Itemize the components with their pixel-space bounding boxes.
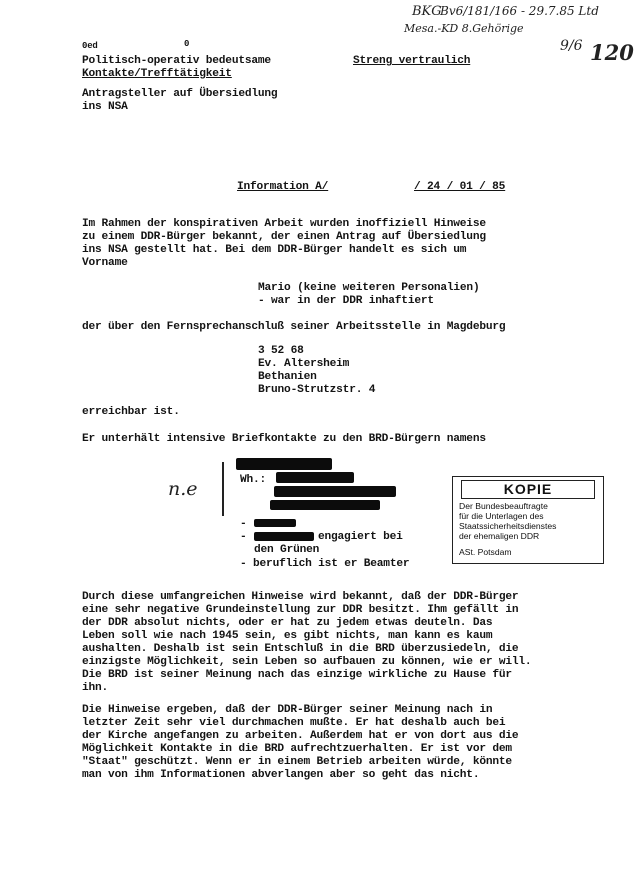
address-line: Bethanien xyxy=(258,371,317,383)
redaction-bar xyxy=(274,486,396,497)
paragraph-line: einzigste Möglichkeit, sein Leben so aufbauen zu können, wie er will. xyxy=(82,656,532,668)
intro-line: Im Rahmen der konspirativen Arbeit wurden inoffiziell Hinweise xyxy=(82,218,486,230)
stamp-line: der ehemaligen DDR xyxy=(459,531,540,541)
contact-official: - beruflich ist er Beamter xyxy=(240,558,410,570)
person-note: - war in der DDR inhaftiert xyxy=(258,295,434,307)
stamp-title: KOPIE xyxy=(461,480,595,499)
phone-number: 3 52 68 xyxy=(258,345,304,357)
contact-greens: den Grünen xyxy=(254,544,320,556)
contact-wh-label: Wh.: xyxy=(240,474,267,486)
reachable-text: erreichbar ist. xyxy=(82,406,180,418)
margin-note: n.e xyxy=(168,478,198,500)
archive-ref: BKG xyxy=(412,4,442,19)
paragraph-line: man von ihm Informationen abverlangen aber so geht das nicht. xyxy=(82,769,480,781)
phone-line: der über den Fernsprechanschluß seiner Arbeitsstelle in Magdeburg xyxy=(82,321,506,333)
paragraph-line: eine sehr negative Grundeinstellung zur DDR besitzt. Ihm gefällt in xyxy=(82,604,519,616)
address-line: Ev. Altersheim xyxy=(258,358,350,370)
stamp-line: Der Bundesbeauftragte xyxy=(459,501,548,511)
header-mark: 0ed xyxy=(82,41,98,51)
paragraph-line: Möglichkeit Kontakte in die BRD aufrechtzuerhalten. Er ist vor dem xyxy=(82,743,512,755)
archive-note: Mesa.-KD 8.Gehörige xyxy=(404,22,524,35)
archive-stamp xyxy=(452,476,604,564)
paragraph-line: ihn. xyxy=(82,682,109,694)
intro-line: ins NSA gestellt hat. Bei dem DDR-Bürger handelt es sich um xyxy=(82,244,467,256)
paragraph-line: Die BRD ist seiner Meinung nach das einzige wirkliche zu Hause für xyxy=(82,669,512,681)
margin-bracket xyxy=(222,462,224,516)
contact-dash: - xyxy=(240,518,247,530)
paragraph-line: der Kirche angefangen zu arbeiten. Außerdem hat er von dort aus die xyxy=(82,730,519,742)
redaction-bar xyxy=(270,500,380,510)
header-category-line1: Politisch-operativ bedeutsame xyxy=(82,55,271,67)
contacts-intro: Er unterhält intensive Briefkontakte zu den BRD-Bürgern namens xyxy=(82,433,486,445)
contact-dash: - xyxy=(240,531,247,543)
intro-line: Vorname xyxy=(82,257,128,269)
address-line: Bruno-Strutzstr. 4 xyxy=(258,384,376,396)
handwritten-initials: 9/6 xyxy=(560,38,583,54)
contact-engaged: engagiert bei xyxy=(318,531,403,543)
stamp-line: für die Unterlagen des xyxy=(459,511,544,521)
intro-line: zu einem DDR-Bürger bekannt, der einen Antrag auf Übersiedlung xyxy=(82,231,486,243)
paragraph-line: Die Hinweise ergeben, daß der DDR-Bürger seiner Meinung nach in xyxy=(82,704,493,716)
subject-line2: ins NSA xyxy=(82,101,128,113)
header-category-line2: Kontakte/Trefftätigkeit xyxy=(82,68,232,80)
archive-number: Bv6/181/166 - 29.7.85 Ltd xyxy=(440,4,599,18)
redaction-bar xyxy=(236,458,332,470)
folio-number: 120 xyxy=(590,40,634,65)
paragraph-line: der DDR absolut nichts, oder er hat zu jedem etwas deuteln. Das xyxy=(82,617,493,629)
paragraph-line: Durch diese umfangreichen Hinweise wird bekannt, daß der DDR-Bürger xyxy=(82,591,519,603)
stamp-line: Staatssicherheitsdienstes xyxy=(459,521,557,531)
information-title: Information A/ xyxy=(237,181,329,193)
paragraph-line: "Staat" geschützt. Wenn er in einem Betrieb arbeiten würde, könnte xyxy=(82,756,512,768)
redaction-bar xyxy=(276,472,354,483)
redaction-bar xyxy=(254,519,296,527)
information-number: / 24 / 01 / 85 xyxy=(414,181,506,193)
paragraph-line: aushalten. Deshalb ist sein Entschluß in die BRD überzusiedeln, die xyxy=(82,643,519,655)
header-circle: 0 xyxy=(184,39,190,49)
person-name: Mario (keine weiteren Personalien) xyxy=(258,282,480,294)
stamp-line: ASt. Potsdam xyxy=(459,547,512,557)
paragraph-line: letzter Zeit sehr viel durchmachen mußte. Er hat deshalb auch bei xyxy=(82,717,506,729)
subject-line1: Antragsteller auf Übersiedlung xyxy=(82,88,278,100)
redaction-bar xyxy=(254,532,314,541)
paragraph-line: Leben soll wie nach 1945 sein, es gibt nichts, man kann es kaum xyxy=(82,630,493,642)
classification-label: Streng vertraulich xyxy=(353,55,471,67)
